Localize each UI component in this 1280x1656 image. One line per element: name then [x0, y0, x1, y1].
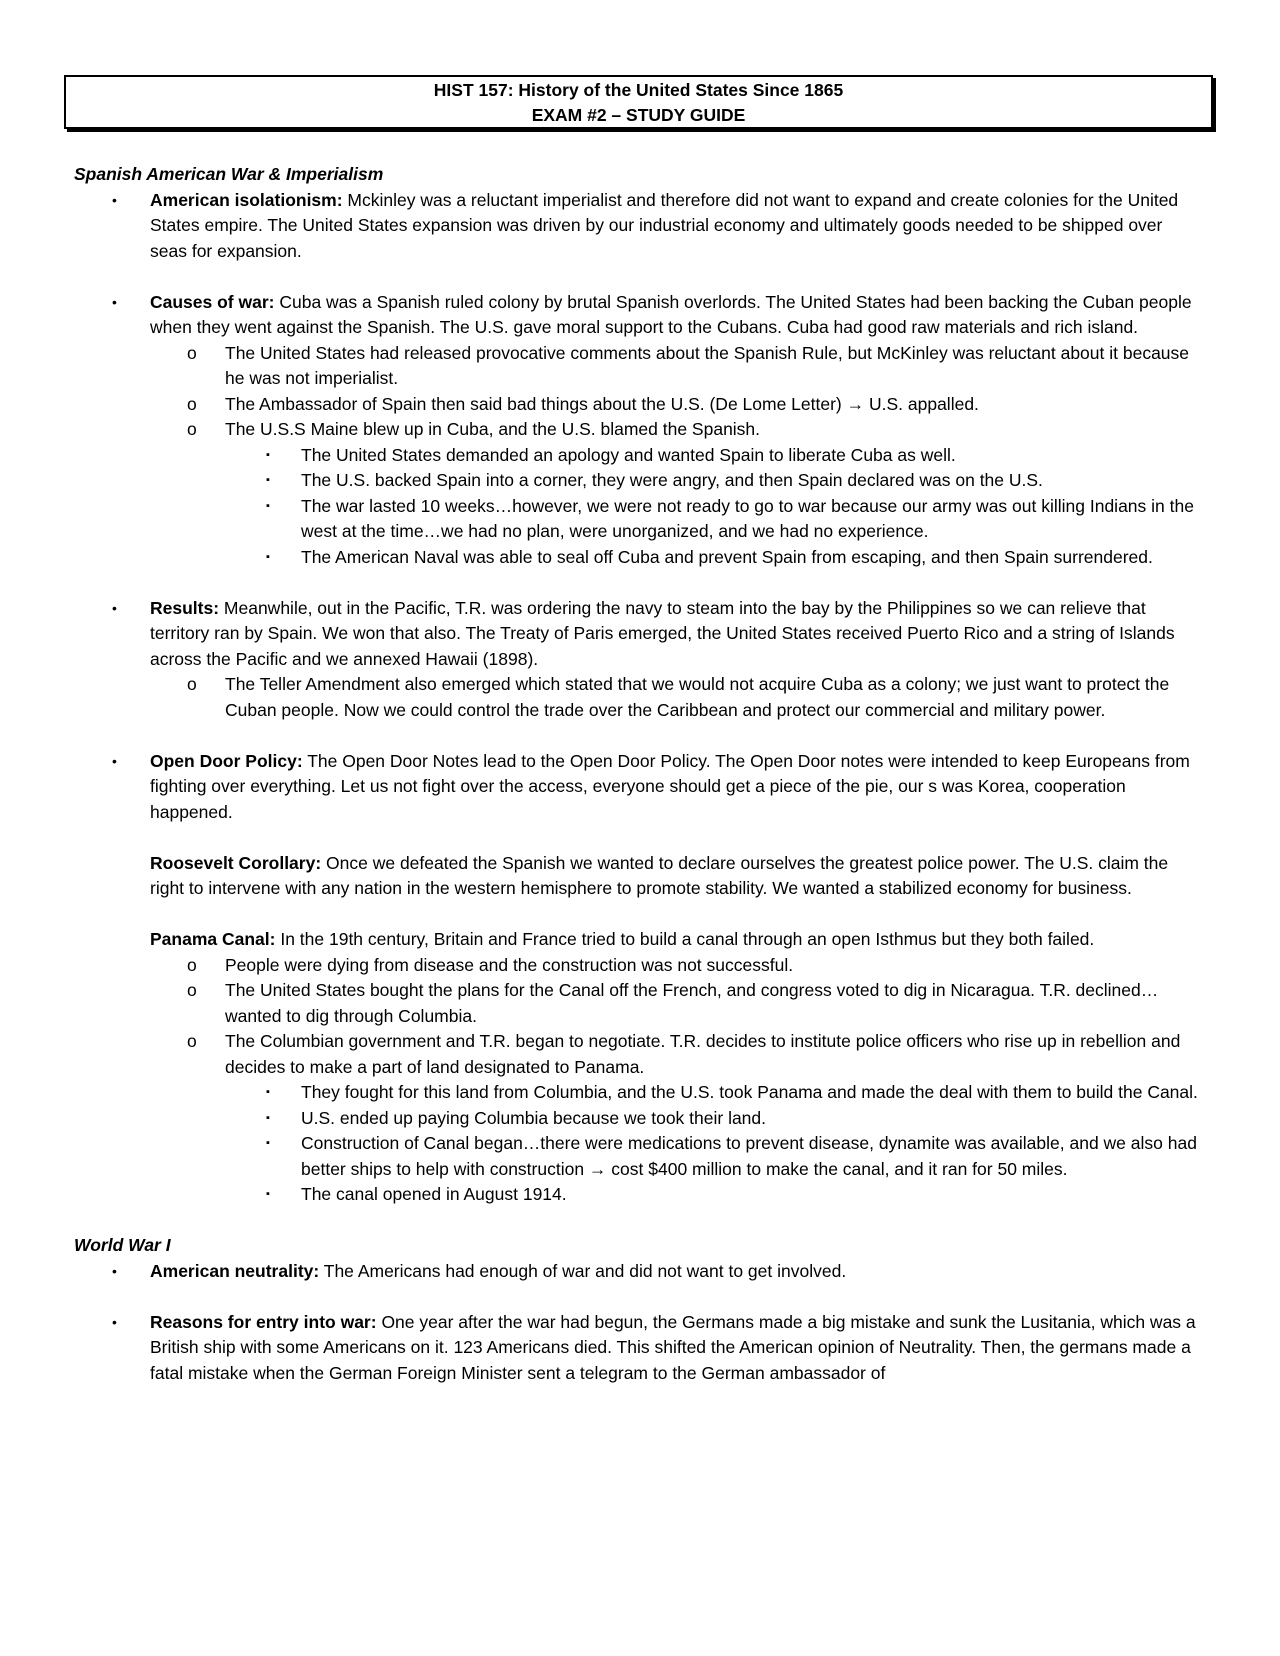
sub-sub-item: ▪ The United States demanded an apology and wanted Spain to liberate Cuba as well.	[301, 443, 1204, 469]
list-item-american-neutrality	[112, 1259, 1204, 1285]
term-label: Results:	[150, 597, 220, 618]
sub-sub-item: ▪ The war lasted 10 weeks…however, we were not ready to go to war because our army was out killing Indians in the west at the time…we had no plan, were unorganized, and we had no experience.	[266, 495, 1194, 541]
term-label: American neutrality:	[150, 1260, 320, 1281]
circle-marker: o	[187, 954, 197, 975]
course-title: HIST 157: History of the United States Since 1865	[433, 80, 844, 100]
exam-title: EXAM #2 – STUDY GUIDE	[531, 105, 746, 125]
section-heading-spanish-american-war: Spanish American War & Imperialism	[74, 164, 384, 184]
square-marker: ▪	[266, 1111, 270, 1124]
list-item-results	[112, 596, 1204, 673]
term-text: Once we defeated the Spanish we wanted to declare ourselves the greatest police power. The U.S. claim the right to intervene with any nation in the western hemisphere to promote stability. We wanted a stabilized economy for business.	[150, 852, 1169, 898]
sub-sub-item: ▪ The U.S. backed Spain into a corner, they were angry, and then Spain declared was on the U.S.	[301, 468, 1204, 494]
list-item-reasons-for-entry	[112, 1310, 1204, 1387]
term-label: Reasons for entry into war:	[150, 1311, 377, 1332]
list-item-american-isolationism	[112, 188, 1204, 265]
sub-item: o The Ambassador of Spain then said bad things about the U.S. (De Lome Letter) → U.S. appalled.	[225, 392, 1204, 418]
circle-marker: o	[187, 980, 197, 1000]
sub-item: o The United States had released provocative comments about the Spanish Rule, but McKinley was reluctant about it because he was not imperialist.	[187, 342, 1190, 388]
sub-item: o People were dying from disease and the construction was not successful.	[225, 953, 1204, 979]
term-label: Open Door Policy:	[150, 750, 303, 771]
term-text: The Open Door Notes lead to the Open Door Policy. The Open Door notes were intended to keep Europeans from fighting over everything. Let us not fight over the access, everyone should get a piece of the pie, our s was Korea, cooperation happened.	[150, 750, 1190, 822]
square-marker: ▪	[266, 550, 270, 563]
bullet-marker: •	[112, 293, 117, 310]
square-marker: ▪	[266, 1086, 270, 1098]
term-text: The Americans had enough of war and did not want to get involved.	[319, 1260, 847, 1281]
sub-sub-item: ▪ The canal opened in August 1914.	[301, 1182, 1204, 1208]
document-body	[74, 162, 1204, 1386]
sub-sub-item: ▪ The American Naval was able to seal off Cuba and prevent Spain from escaping, and then Spain surrendered.	[301, 545, 1204, 571]
bullet-marker: •	[112, 191, 117, 208]
term-text: Cuba was a Spanish ruled colony by brutal Spanish overlords. The United States had been backing the Cuban people when they went against the Spanish. The U.S. gave moral support to the Cubans. Cuba had good raw materials and rich island.	[150, 291, 1192, 337]
list-item-causes-of-war	[112, 290, 1204, 341]
bullet-marker: •	[112, 1262, 117, 1279]
paragraph-panama-canal	[150, 927, 1204, 953]
term-label: Panama Canal:	[150, 929, 276, 949]
circle-marker: o	[187, 342, 197, 363]
term-label: American isolationism:	[150, 189, 343, 210]
paragraph-roosevelt-corollary	[150, 851, 1204, 902]
bullet-marker: •	[112, 1313, 117, 1330]
sub-sub-item: ▪ Construction of Canal began…there were medications to prevent disease, dynamite was available, and we also had better ships to help with construction → cost $400 million to make the canal, and it ran for 50 miles.	[266, 1133, 1197, 1179]
sub-item: o The U.S.S Maine blew up in Cuba, and the U.S. blamed the Spanish.	[225, 417, 1204, 443]
sub-sub-item: ▪ They fought for this land from Columbia, and the U.S. took Panama and made the deal with them to build the Canal.	[301, 1080, 1204, 1106]
square-marker: ▪	[266, 499, 270, 512]
circle-marker: o	[187, 674, 197, 694]
square-marker: ▪	[266, 474, 270, 486]
bullet-marker: •	[112, 599, 117, 616]
term-label: Causes of war:	[150, 291, 275, 312]
term-text: Meanwhile, out in the Pacific, T.R. was ordering the navy to steam into the bay by the Philippines so we can relieve that territory ran by Spain. We won that also. The Treaty of Paris emerged, the United States received Puerto Rico and a string of Islands across the Pacific and we annexed Hawaii (1898).	[150, 597, 1175, 669]
list-item-open-door-policy	[112, 749, 1204, 826]
term-text: One year after the war had begun, the Germans made a big mistake and sunk the Lusitania, which was a British ship with some Americans on it. 123 Americans died. This shifted the American opinion of Neutrality. Then, the germans made a fatal mistake when the German Foreign Minister sent a telegram to the German ambassador of	[150, 1311, 1196, 1383]
term-text: In the 19th century, Britain and France tried to build a canal through an open Isthmus but they both failed.	[275, 929, 1095, 949]
sub-item: o The Columbian government and T.R. began to negotiate. T.R. decides to institute police officers who rise up in rebellion and decides to make a part of land designated to Panama.	[187, 1031, 1181, 1077]
square-marker: ▪	[266, 1137, 270, 1149]
square-marker: ▪	[266, 448, 270, 461]
circle-marker: o	[187, 1031, 197, 1051]
sub-item: o The Teller Amendment also emerged which stated that we would not acquire Cuba as a colony; we just want to protect the Cuban people. Now we could control the trade over the Caribbean and protect our commercial and military power.	[187, 674, 1170, 720]
circle-marker: o	[187, 393, 197, 414]
section-heading-world-war-i: World War I	[74, 1235, 171, 1255]
square-marker: ▪	[266, 1188, 270, 1200]
term-text: Mckinley was a reluctant imperialist and therefore did not want to expand and create colonies for the United States empire. The United States expansion was driven by our industrial economy and ultimately goods needed to be shipped over seas for expansion.	[150, 189, 1179, 261]
circle-marker: o	[187, 419, 197, 439]
sub-sub-item: ▪ U.S. ended up paying Columbia because we took their land.	[301, 1106, 1204, 1132]
term-label: Roosevelt Corollary:	[150, 852, 322, 873]
title-box	[64, 75, 1213, 129]
bullet-marker: •	[112, 752, 117, 769]
sub-item: o The United States bought the plans for the Canal off the French, and congress voted to dig in Nicaragua. T.R. declined…wanted to dig through Columbia.	[187, 980, 1159, 1026]
